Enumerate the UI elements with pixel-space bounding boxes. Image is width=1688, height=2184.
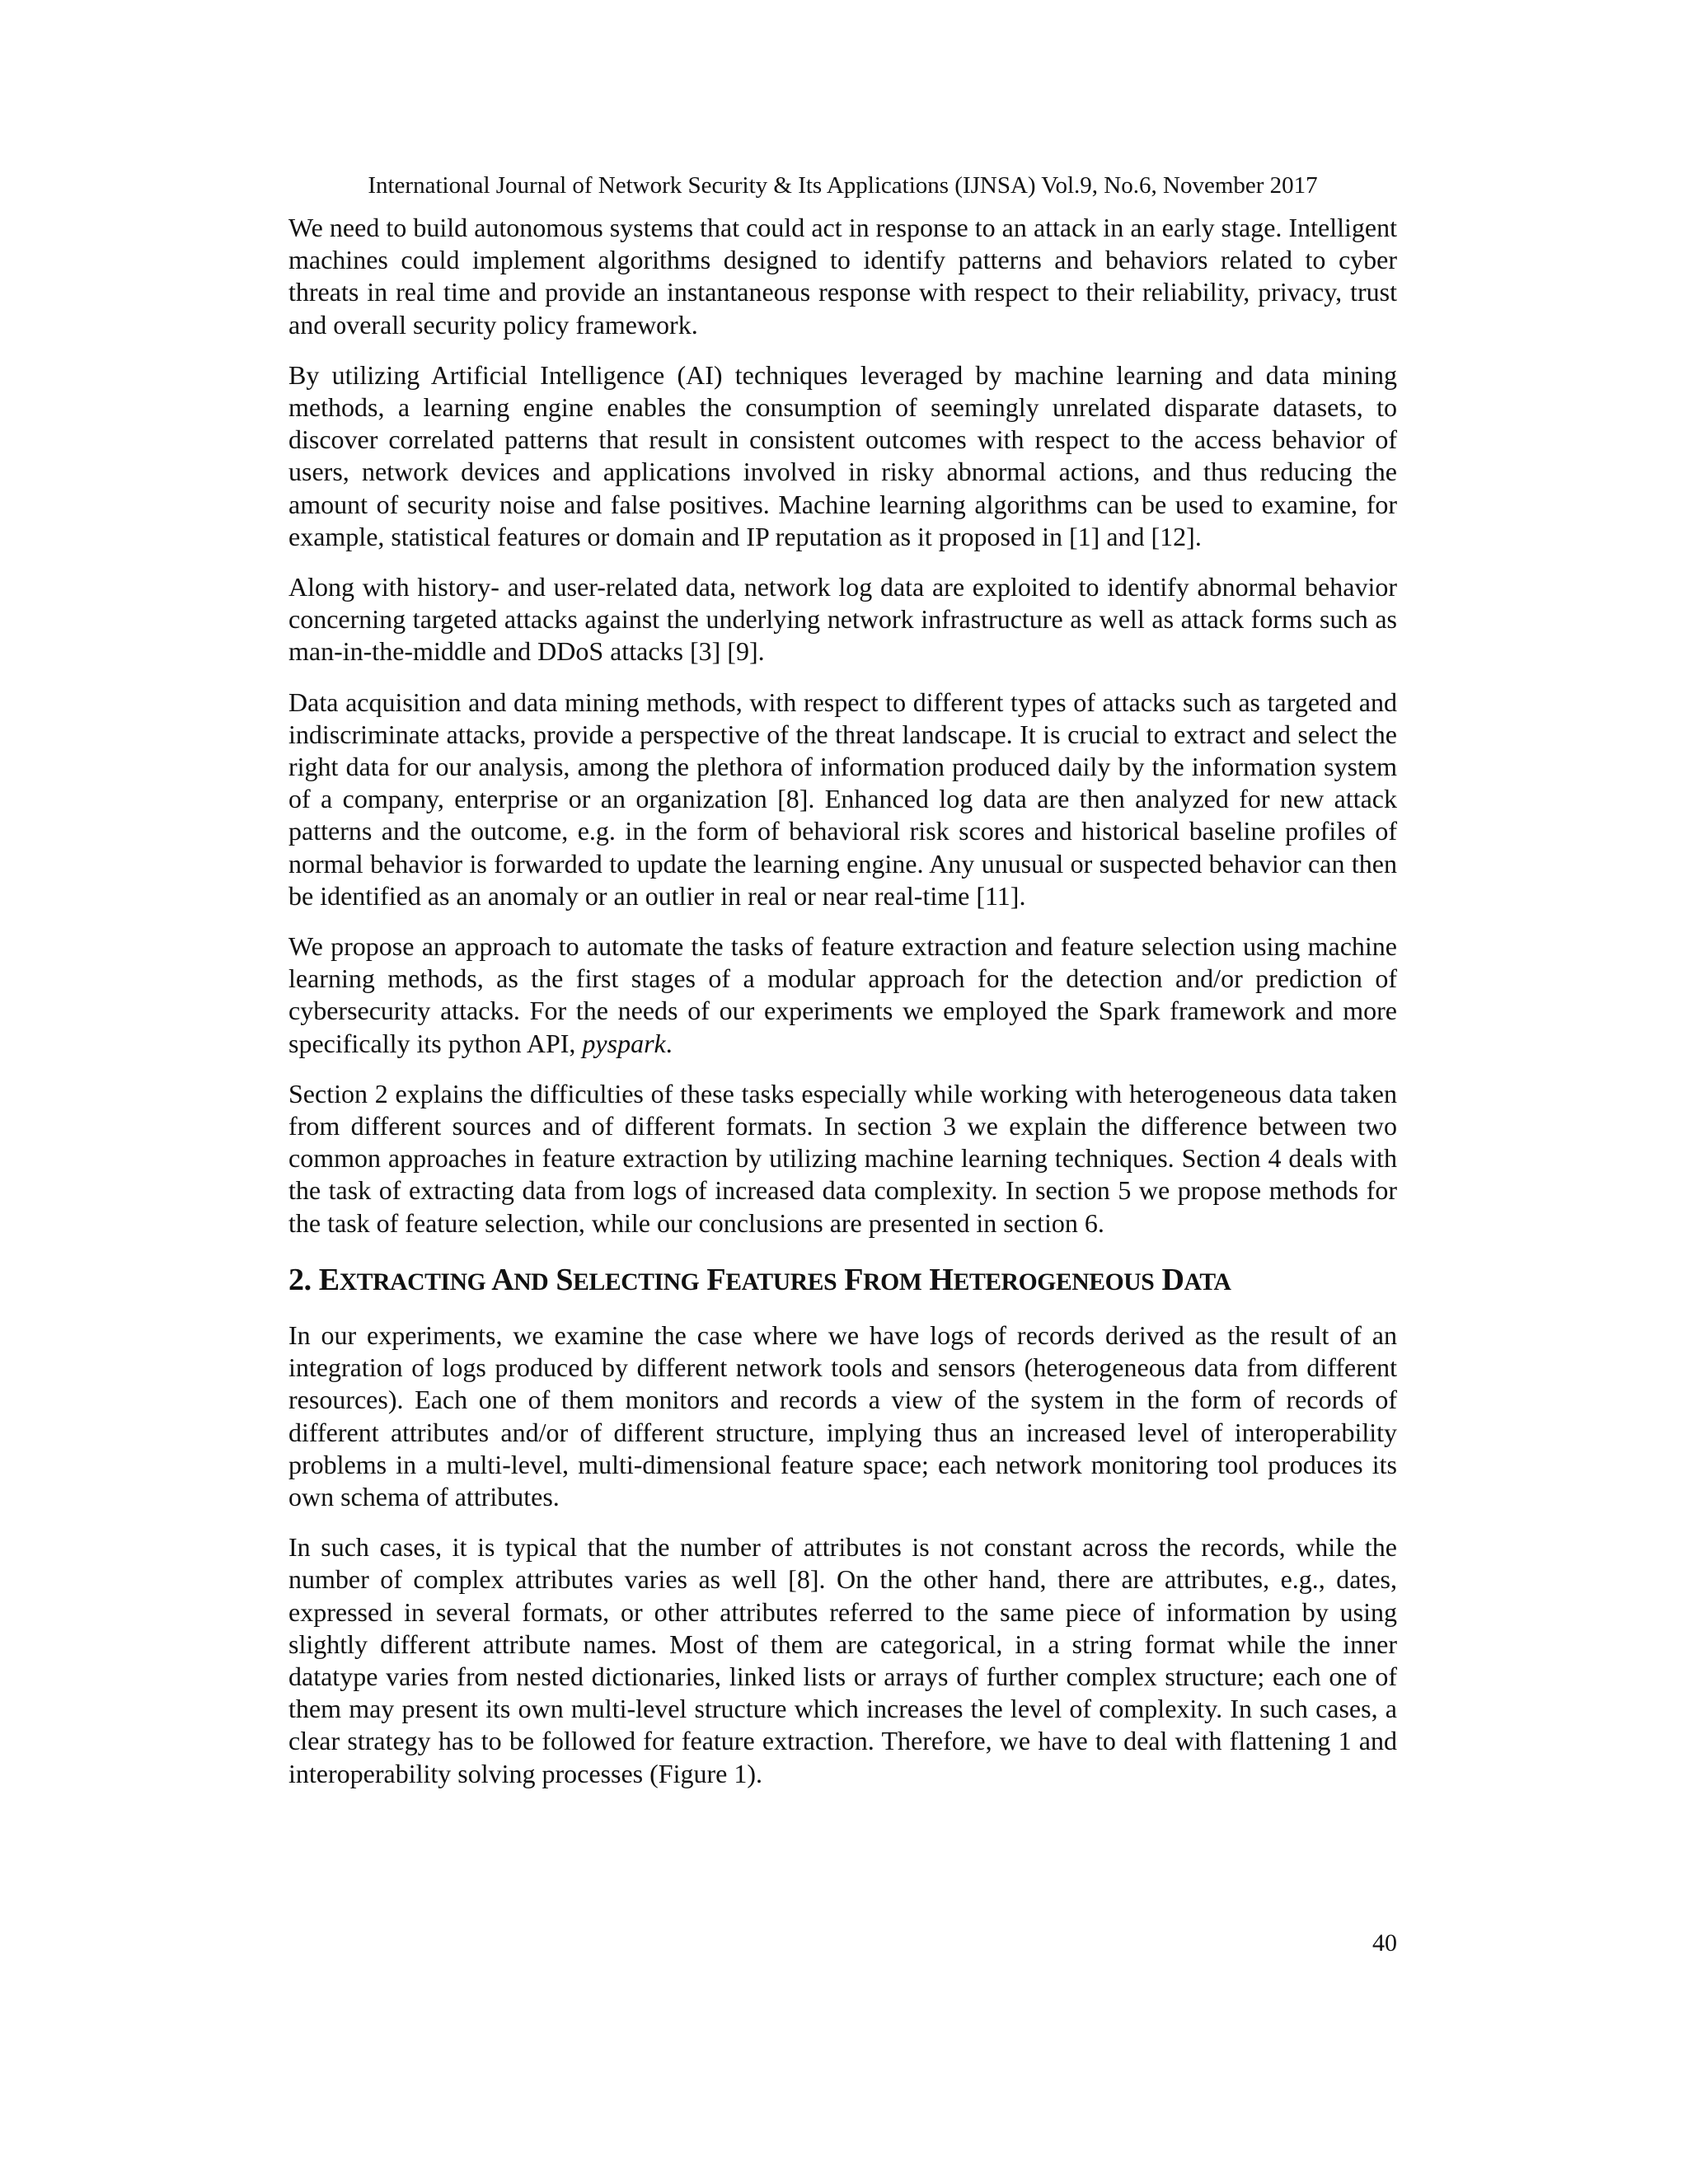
paragraph-autonomous-systems: We need to build autonomous systems that could act in response to an attack in an early stage. Intelligent machines could implement algorithms designed to identify patterns and behaviors related to cyber threats in real time and provide an instantaneous response with respect to their reliability, privacy, trust and overall security policy framework. (288, 213, 1397, 340)
heading-capital-part: F (699, 1262, 726, 1297)
heading-capital-part: A (485, 1262, 514, 1297)
page-body (288, 169, 1397, 1808)
heading-capital-part: 2. E (288, 1262, 340, 1297)
pyspark-term: pyspark (582, 1028, 666, 1058)
paragraph-data-acquisition: Data acquisition and data mining methods, with respect to different types of attacks such as targeted and indiscriminate attacks, provide a perspective of the threat landscape. It is crucial to extract and select the right data for our analysis, among the plethora of information produced daily by the information system of a company, enterprise or an organization [8]. Enhanced log data are then analyzed for new attack patterns and the outcome, e.g. in the form of behavioral risk scores and historical baseline profiles of normal behavior is forwarded to update the learning engine. Any unusual or suspected behavior can then be identified as an anomaly or an outlier in real or near real-time [11]. (288, 687, 1397, 911)
section-2-heading (288, 1261, 1397, 1301)
heading-smallcaps-part: EATURES (725, 1268, 837, 1296)
heading-smallcaps-part: ATA (1184, 1268, 1231, 1296)
proposal-period: . (665, 1028, 673, 1058)
heading-capital-part: H (921, 1262, 954, 1297)
heading-capital-part: F (837, 1262, 864, 1297)
heading-capital-part: D (1154, 1262, 1184, 1297)
paragraph-ai-techniques: By utilizing Artificial Intelligence (AI) techniques leveraged by machine learning and data mining methods, a learning engine enables the consumption of seemingly unrelated disparate datasets, to discover correlated patterns that result in consistent outcomes with respect to the access behavior of users, network devices and applications involved in risky abnormal actions, and thus reducing the amount of security noise and false positives. Machine learning algorithms can be used to examine, for example, statistical features or domain and IP reputation as it proposed in [1] and [12]. (288, 359, 1397, 551)
paragraph-section-outline: Section 2 explains the difficulties of these tasks especially while working with heterogeneous data taken from different sources and of different formats. In section 3 we explain the difference between two common approaches in feature extraction by utilizing machine learning techniques. Section 4 deals with the task of extracting data from logs of increased data complexity. In section 5 we propose methods for the task of feature selection, while our conclusions are presented in section 6. (288, 1078, 1397, 1238)
heading-smallcaps-part: ND (513, 1268, 549, 1296)
heading-smallcaps-part: XTRACTING (339, 1268, 486, 1296)
paragraph-network-log-data: Along with history- and user-related data, network log data are exploited to identify abnormal behavior concerning targeted attacks against the underlying network infrastructure as well as attack forms such as man-in-the-middle and DDoS attacks [3] [9]. (288, 572, 1397, 667)
page-number: 40 (1372, 1929, 1397, 1957)
running-header: International Journal of Network Security & Its Applications (IJNSA) Vol.9, No.6, November 2017 (368, 172, 1318, 199)
heading-capital-part: S (548, 1262, 574, 1297)
heading-smallcaps-part: ROM (863, 1268, 922, 1296)
heading-smallcaps-part: ETEROGENEOUS (953, 1268, 1155, 1296)
heading-smallcaps-part: ELECTING (573, 1268, 700, 1296)
paragraph-attribute-complexity: In such cases, it is typical that the number of attributes is not constant across the records, while the number of complex attributes varies as well [8]. On the other hand, there are attributes, e.g., dates, expressed in several formats, or other attributes referred to the same piece of information by using slightly different attribute names. Most of them are categorical, in a string format while the inner datatype varies from nested dictionaries, linked lists or arrays of further complex structure; each one of them may present its own multi-level structure which increases the level of complexity. In such cases, a clear strategy has to be followed for feature extraction. Therefore, we have to deal with flattening 1 and interoperability solving processes (Figure 1). (288, 1532, 1397, 1788)
proposal-text: We propose an approach to automate the tasks of feature extraction and feature selection using machine learning methods, as the first stages of a modular approach for the detection and/or prediction of cybersecurity attacks. For the needs of our experiments we employed the Spark framework and more specifically its python API, (288, 931, 1397, 1058)
paragraph-proposal (288, 930, 1397, 1060)
paragraph-experiments: In our experiments, we examine the case where we have logs of records derived as the result of an integration of logs produced by different network tools and sensors (heterogeneous data from different resources). Each one of them monitors and records a view of the system in the form of records of different attributes and/or of different structure, implying thus an increased level of interoperability problems in a multi-level, multi-dimensional feature space; each network monitoring tool produces its own schema of attributes. (288, 1319, 1397, 1511)
